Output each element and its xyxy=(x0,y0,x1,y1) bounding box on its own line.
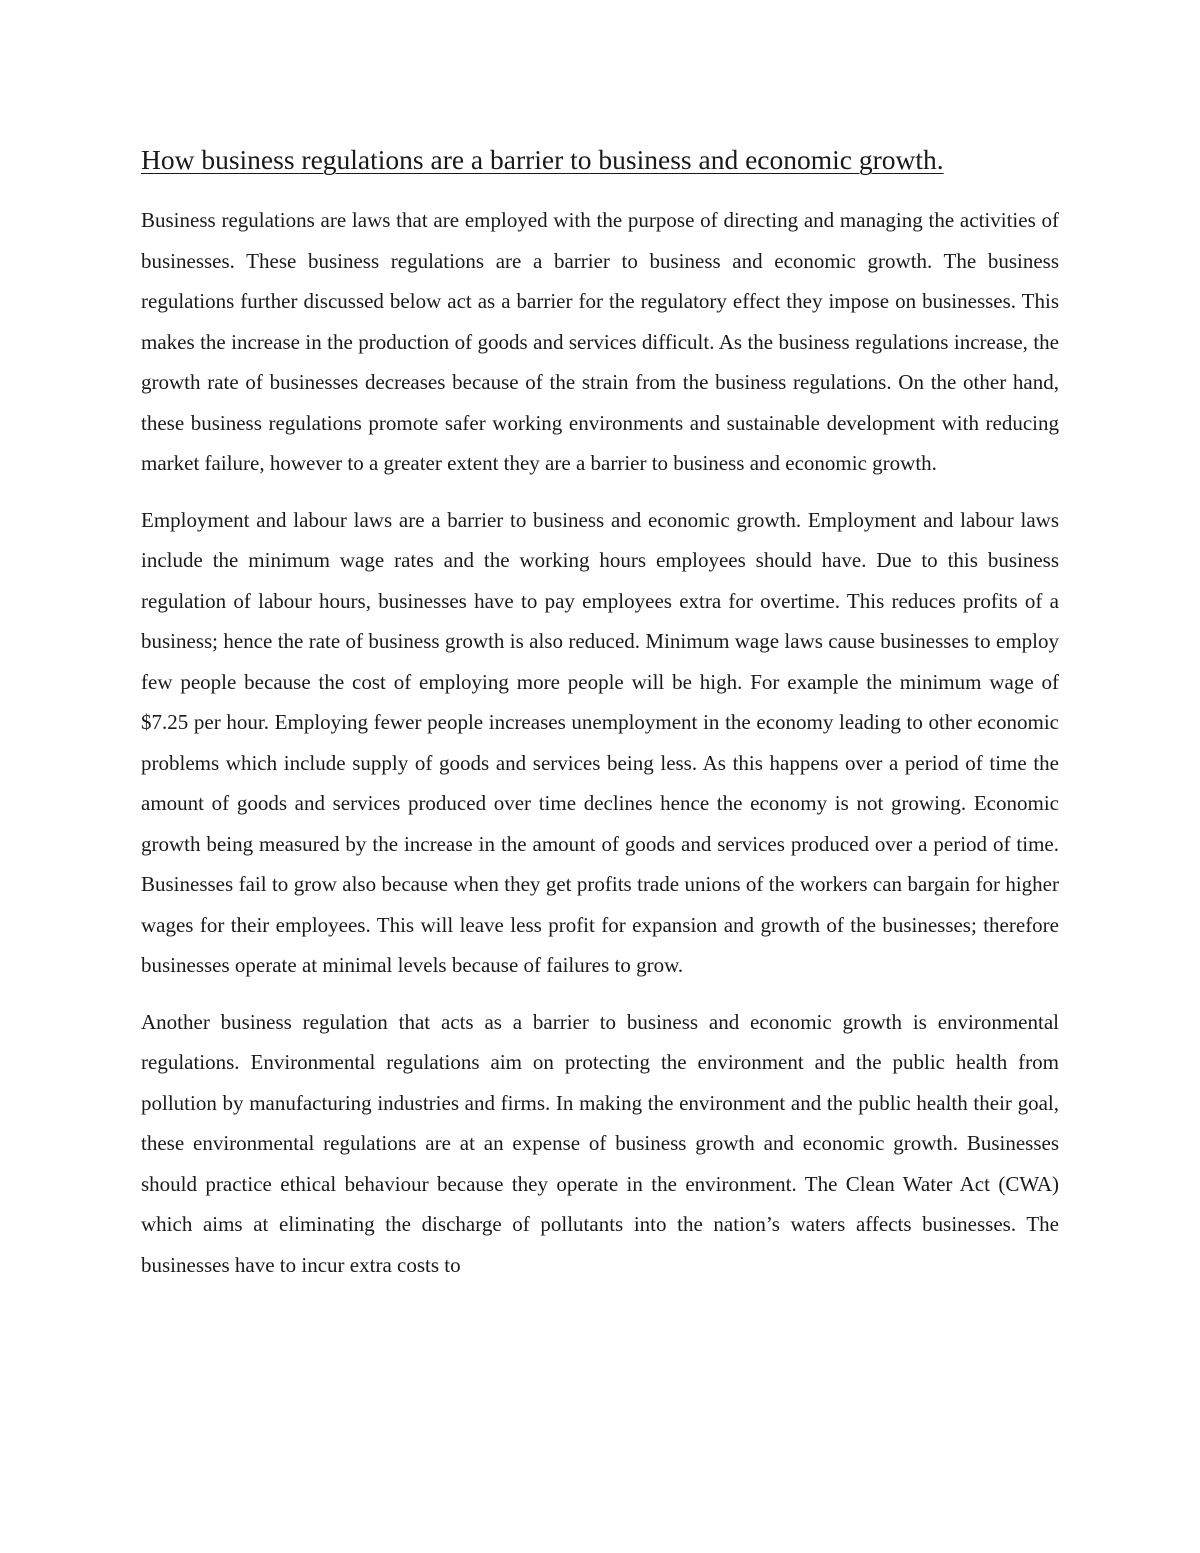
document-body xyxy=(141,136,1059,1285)
document-title: How business regulations are a barrier to business and economic growth. xyxy=(141,144,944,175)
paragraph-introduction: Business regulations are laws that are employed with the purpose of directing and managing the activities of businesses. These business regulations are a barrier to business and economic growth. The business regulations further discussed below act as a barrier for the regulatory effect they impose on businesses. This makes the increase in the production of goods and services difficult. As the business regulations increase, the growth rate of businesses decreases because of the strain from the business regulations. On the other hand, these business regulations promote safer working environments and sustainable development with reducing market failure, however to a greater extent they are a barrier to business and economic growth. xyxy=(141,208,1059,475)
paragraph-environmental-regulations: Another business regulation that acts as a barrier to business and economic growth is environmental regulations. Environmental regulations aim on protecting the environment and the public health from pollution by manufacturing industries and firms. In making the environment and the public health their goal, these environmental regulations are at an expense of business growth and economic growth. Businesses should practice ethical behaviour because they operate in the environment. The Clean Water Act (CWA) which aims at eliminating the discharge of pollutants into the nation’s waters affects businesses. The businesses have to incur extra costs to xyxy=(141,1009,1059,1277)
paragraph-employment-labour-laws: Employment and labour laws are a barrier to business and economic growth. Employment and labour laws include the minimum wage rates and the working hours employees should have. Due to this business regulation of labour hours, businesses have to pay employees extra for overtime. This reduces profits of a business; hence the rate of business growth is also reduced. Minimum wage laws cause businesses to employ few people because the cost of employing more people will be high. For example the minimum wage of $7.25 per hour. Employing fewer people increases unemployment in the economy leading to other economic problems which include supply of goods and services being less. As this happens over a period of time the amount of goods and services produced over time declines hence the economy is not growing. Economic growth being measured by the increase in the amount of goods and services produced over a period of time. Businesses fail to grow also because when they get profits trade unions of the workers can bargain for higher wages for their employees. This will leave less profit for expansion and growth of the businesses; therefore businesses operate at minimal levels because of failures to grow. xyxy=(141,507,1059,977)
